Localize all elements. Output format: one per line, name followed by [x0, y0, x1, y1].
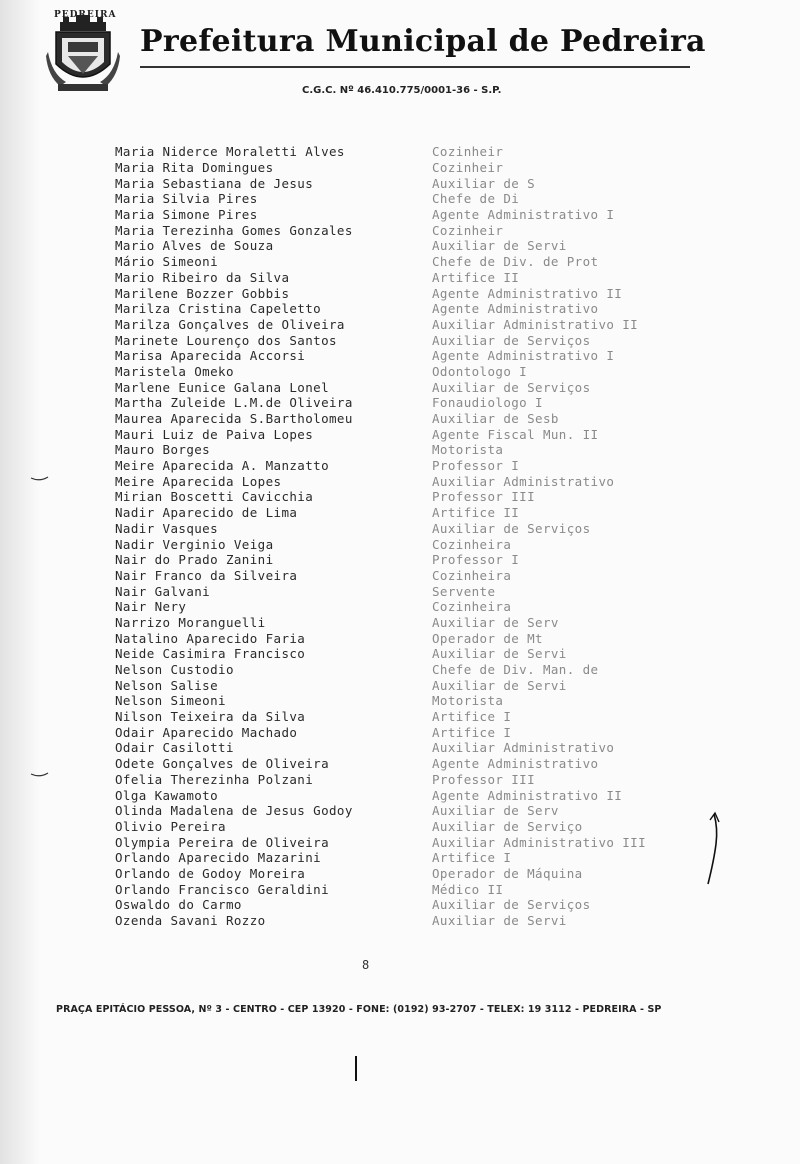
roster-row — [115, 395, 715, 411]
employee-role: Servente — [432, 583, 496, 599]
crest-motto: PEDREIRA — [54, 10, 117, 20]
employee-name: Maria Rita Domingues — [115, 160, 274, 176]
employee-role: Artifice I — [432, 709, 512, 725]
roster-row — [115, 254, 715, 270]
employee-name: Marlene Eunice Galana Lonel — [115, 379, 329, 395]
roster-row — [115, 144, 715, 160]
employee-name: Narrizo Moranguelli — [115, 614, 266, 630]
roster-row — [115, 850, 715, 866]
employee-roster — [115, 144, 715, 928]
roster-row — [115, 473, 715, 489]
page-number: 8 — [362, 958, 370, 972]
employee-role: Fonaudiologo I — [432, 395, 543, 411]
roster-row — [115, 881, 715, 897]
roster-row — [115, 615, 715, 631]
employee-name: Mauri Luiz de Paiva Lopes — [115, 426, 314, 442]
pen-stroke-mark — [350, 1054, 362, 1084]
margin-tick-mark — [30, 472, 50, 484]
roster-row — [115, 207, 715, 223]
roster-row — [115, 458, 715, 474]
employee-name: Nadir Verginio Veiga — [115, 536, 274, 552]
employee-role: Agente Administrativo I — [432, 348, 615, 364]
employee-name: Orlando Aparecido Mazarini — [115, 850, 322, 866]
employee-role: Professor III — [432, 489, 536, 505]
employee-role: Auxiliar de Servi — [432, 646, 567, 662]
employee-name: Olinda Madalena de Jesus Godoy — [115, 803, 353, 819]
employee-role: Chefe de Di — [432, 191, 520, 207]
employee-name: Mauro Borges — [115, 442, 211, 458]
employee-role: Agente Administrativo I — [432, 207, 615, 223]
employee-name: Marilza Gonçalves de Oliveira — [115, 316, 345, 332]
employee-role: Cozinheir — [432, 144, 504, 160]
employee-name: Maria Niderce Moraletti Alves — [115, 144, 345, 160]
employee-role: Artifice II — [432, 269, 520, 285]
roster-row — [115, 521, 715, 537]
employee-role: Auxiliar Administrativo III — [432, 834, 646, 850]
employee-name: Nelson Custodio — [115, 662, 234, 678]
roster-row — [115, 426, 715, 442]
employee-role: Artifice I — [432, 850, 512, 866]
employee-name: Nadir Aparecido de Lima — [115, 505, 298, 521]
employee-name: Nair Franco da Silveira — [115, 567, 298, 583]
employee-role: Auxiliar de Serviços — [432, 897, 591, 913]
employee-role: Motorista — [432, 442, 504, 458]
roster-row — [115, 803, 715, 819]
page-title: Prefeitura Municipal de Pedreira — [140, 24, 706, 59]
employee-role: Cozinheir — [432, 160, 504, 176]
employee-name: Mario Alves de Souza — [115, 238, 274, 254]
roster-row — [115, 160, 715, 176]
employee-name: Mario Ribeiro da Silva — [115, 269, 290, 285]
employee-name: Natalino Aparecido Faria — [115, 630, 306, 646]
employee-role: Operador de Máquina — [432, 865, 583, 881]
employee-name: Mirian Boscetti Cavicchia — [115, 489, 314, 505]
employee-name: Nair do Prado Zanini — [115, 552, 274, 568]
employee-role: Auxiliar de Servi — [432, 238, 567, 254]
employee-name: Olympia Pereira de Oliveira — [115, 834, 329, 850]
roster-row — [115, 364, 715, 380]
employee-role: Motorista — [432, 693, 504, 709]
roster-row — [115, 662, 715, 678]
employee-role: Agente Administrativo — [432, 756, 599, 772]
roster-row — [115, 552, 715, 568]
employee-name: Martha Zuleide L.M.de Oliveira — [115, 395, 353, 411]
roster-row — [115, 819, 715, 835]
employee-name: Marilza Cristina Capeletto — [115, 301, 322, 317]
roster-row — [115, 301, 715, 317]
employee-name: Orlando Francisco Geraldini — [115, 881, 329, 897]
cgc-number: C.G.C. Nº 46.410.775/0001-36 - S.P. — [302, 85, 502, 96]
employee-role: Cozinheira — [432, 599, 512, 615]
roster-row — [115, 238, 715, 254]
employee-role: Professor III — [432, 771, 536, 787]
employee-role: Artifice I — [432, 724, 512, 740]
employee-name: Ofelia Therezinha Polzani — [115, 771, 314, 787]
roster-row — [115, 583, 715, 599]
roster-row — [115, 709, 715, 725]
employee-name: Marinete Lourenço dos Santos — [115, 332, 337, 348]
employee-name: Nair Galvani — [115, 583, 211, 599]
employee-name: Nair Nery — [115, 599, 187, 615]
roster-row — [115, 866, 715, 882]
roster-row — [115, 270, 715, 286]
employee-role: Médico II — [432, 881, 504, 897]
roster-row — [115, 175, 715, 191]
municipal-crest-logo — [46, 12, 120, 94]
employee-name: Odair Casilotti — [115, 740, 234, 756]
employee-name: Maria Terezinha Gomes Gonzales — [115, 222, 353, 238]
employee-role: Artifice II — [432, 505, 520, 521]
employee-role: Auxiliar de Serv — [432, 614, 559, 630]
employee-role: Cozinheira — [432, 567, 512, 583]
roster-row — [115, 897, 715, 913]
roster-row — [115, 442, 715, 458]
employee-role: Professor I — [432, 458, 520, 474]
employee-role: Auxiliar de Sesb — [432, 411, 559, 427]
employee-name: Odete Gonçalves de Oliveira — [115, 756, 329, 772]
employee-name: Marilene Bozzer Gobbis — [115, 285, 290, 301]
roster-row — [115, 332, 715, 348]
roster-row — [115, 222, 715, 238]
roster-row — [115, 285, 715, 301]
roster-row — [115, 630, 715, 646]
employee-name: Marisa Aparecida Accorsi — [115, 348, 306, 364]
roster-row — [115, 599, 715, 615]
handwritten-mark — [700, 810, 724, 890]
employee-name: Neide Casimira Francisco — [115, 646, 306, 662]
employee-name: Meire Aparecida Lopes — [115, 473, 282, 489]
roster-row — [115, 724, 715, 740]
employee-role: Agente Fiscal Mun. II — [432, 426, 599, 442]
employee-role: Cozinheir — [432, 222, 504, 238]
roster-row — [115, 348, 715, 364]
employee-role: Auxiliar Administrativo — [432, 473, 615, 489]
roster-row — [115, 411, 715, 427]
roster-row — [115, 536, 715, 552]
employee-role: Chefe de Div. de Prot — [432, 254, 599, 270]
roster-row — [115, 379, 715, 395]
scan-shadow — [0, 0, 40, 1164]
employee-name: Maristela Omeko — [115, 363, 234, 379]
employee-name: Mário Simeoni — [115, 254, 219, 270]
roster-row — [115, 913, 715, 929]
employee-role: Auxiliar Administrativo II — [432, 316, 639, 332]
roster-row — [115, 787, 715, 803]
employee-name: Odair Aparecido Machado — [115, 724, 298, 740]
roster-row — [115, 191, 715, 207]
employee-role: Auxiliar Administrativo — [432, 740, 615, 756]
employee-role: Chefe de Div. Man. de — [432, 662, 599, 678]
employee-name: Nilson Teixeira da Silva — [115, 709, 306, 725]
employee-role: Agente Administrativo — [432, 301, 599, 317]
employee-name: Meire Aparecida A. Manzatto — [115, 458, 329, 474]
roster-row — [115, 317, 715, 333]
employee-name: Nelson Salise — [115, 677, 219, 693]
employee-name: Olivio Pereira — [115, 818, 226, 834]
employee-name: Olga Kawamoto — [115, 787, 219, 803]
employee-role: Auxiliar de Serv — [432, 803, 559, 819]
employee-role: Auxiliar de Serviços — [432, 520, 591, 536]
employee-role: Agente Administrativo II — [432, 787, 623, 803]
employee-name: Nelson Simeoni — [115, 693, 226, 709]
employee-name: Maria Simone Pires — [115, 207, 258, 223]
employee-role: Cozinheira — [432, 536, 512, 552]
employee-name: Oswaldo do Carmo — [115, 897, 242, 913]
roster-row — [115, 505, 715, 521]
employee-name: Maurea Aparecida S.Bartholomeu — [115, 411, 353, 427]
employee-role: Auxiliar de Servi — [432, 677, 567, 693]
roster-row — [115, 693, 715, 709]
employee-name: Nadir Vasques — [115, 520, 219, 536]
roster-row — [115, 834, 715, 850]
employee-role: Auxiliar de Servi — [432, 913, 567, 929]
roster-row — [115, 489, 715, 505]
employee-role: Operador de Mt — [432, 630, 543, 646]
roster-row — [115, 677, 715, 693]
employee-name: Maria Sebastiana de Jesus — [115, 175, 314, 191]
margin-tick-mark — [30, 768, 50, 780]
employee-role: Auxiliar de Serviço — [432, 818, 583, 834]
employee-role: Agente Administrativo II — [432, 285, 623, 301]
employee-name: Ozenda Savani Rozzo — [115, 913, 266, 929]
roster-row — [115, 772, 715, 788]
roster-row — [115, 568, 715, 584]
employee-role: Auxiliar de S — [432, 175, 536, 191]
employee-role: Auxiliar de Serviços — [432, 379, 591, 395]
title-rule — [140, 66, 690, 68]
employee-name: Orlando de Godoy Moreira — [115, 865, 306, 881]
footer-address: PRAÇA EPITÁCIO PESSOA, Nº 3 - CENTRO - CEP 13920 - FONE: (0192) 93-2707 - TELEX: 19 3112 - PEDREIRA - SP — [56, 1004, 662, 1015]
roster-row — [115, 646, 715, 662]
roster-row — [115, 740, 715, 756]
employee-name: Maria Silvia Pires — [115, 191, 258, 207]
employee-role: Odontologo I — [432, 363, 528, 379]
employee-role: Auxiliar de Serviços — [432, 332, 591, 348]
roster-row — [115, 756, 715, 772]
employee-role: Professor I — [432, 552, 520, 568]
